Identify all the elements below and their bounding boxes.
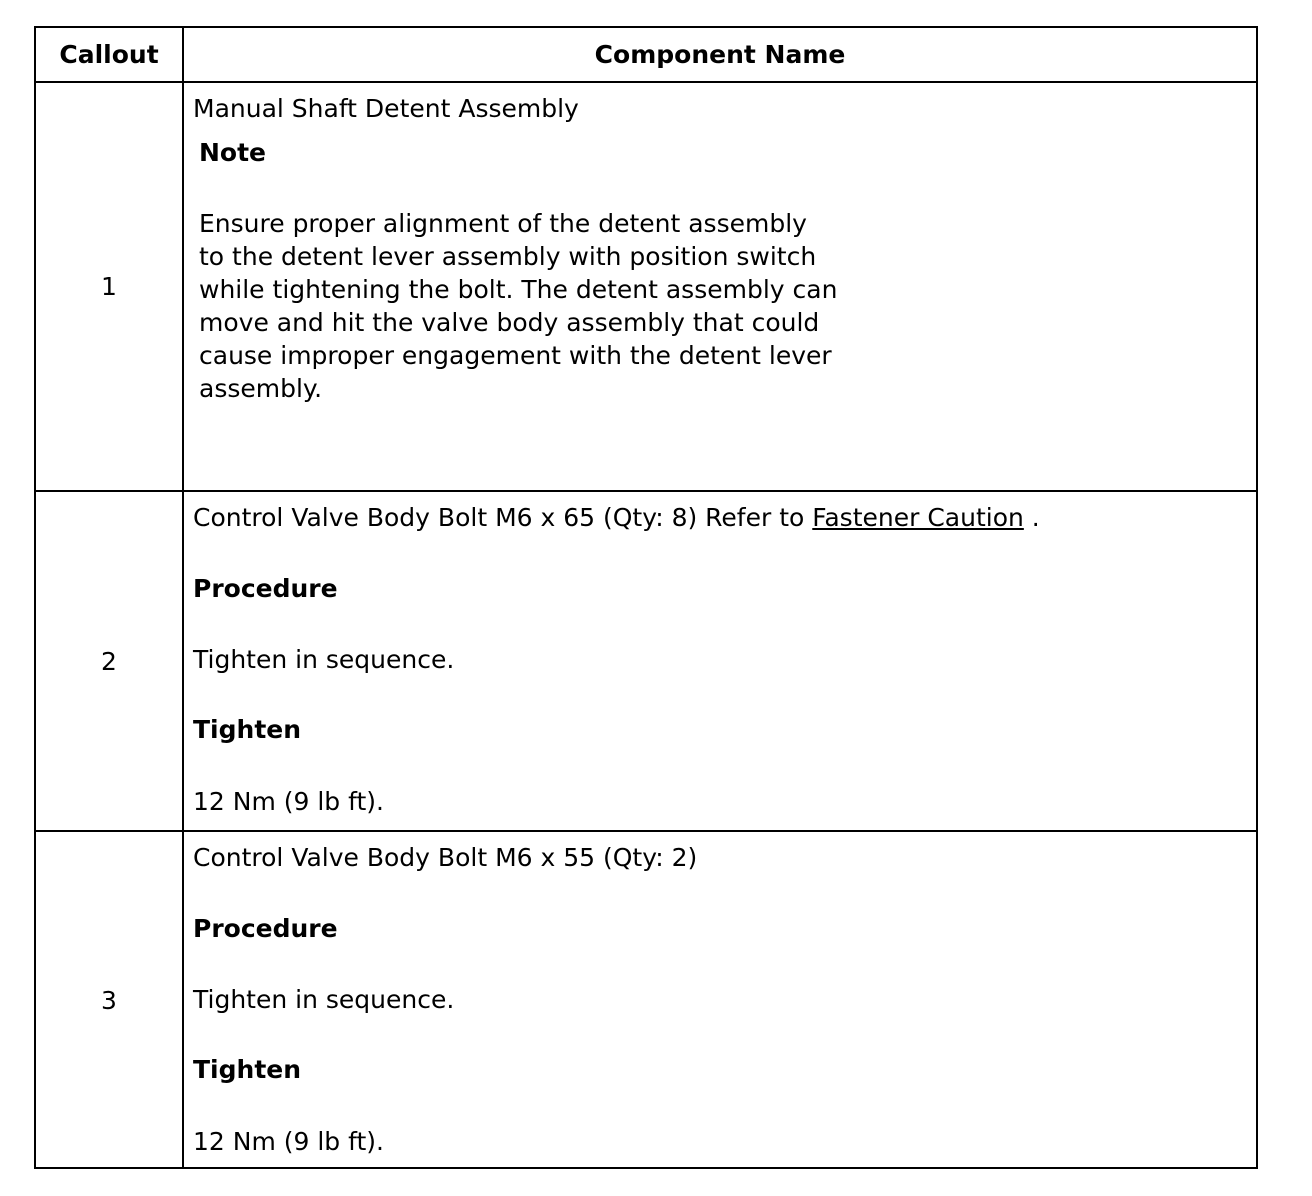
callout-number: 3	[101, 986, 117, 1015]
tighten-text: 12 Nm (9 lb ft).	[193, 1127, 384, 1156]
procedure-text: Tighten in sequence.	[193, 985, 455, 1014]
fastener-caution-link[interactable]: Fastener Caution	[812, 503, 1024, 532]
callout-table	[34, 26, 1258, 1169]
procedure-text: Tighten in sequence.	[193, 645, 455, 674]
tighten-label: Tighten	[193, 715, 302, 744]
component-name-suffix: .	[1023, 503, 1040, 532]
header-row	[36, 28, 1256, 81]
note-label: Note	[199, 138, 267, 167]
component-name-text: Control Valve Body Bolt M6 x 65 (Qty: 8) Refer to	[193, 503, 813, 532]
component-name	[193, 503, 1040, 533]
header-component-name: Component Name	[594, 40, 846, 69]
tighten-label: Tighten	[193, 1055, 302, 1084]
procedure-label: Procedure	[193, 574, 338, 603]
table-row	[36, 490, 1256, 830]
component-name: Manual Shaft Detent Assembly	[193, 94, 579, 123]
procedure-label: Procedure	[193, 914, 338, 943]
component-name: Control Valve Body Bolt M6 x 55 (Qty: 2)	[193, 843, 698, 872]
callout-number: 2	[101, 646, 117, 676]
table-row	[36, 830, 1256, 1169]
note-text: Ensure proper alignment of the detent assembly to the detent lever assembly with position switch while tightening the bolt. The detent assembly can move and hit the valve body assembly that could cause improper engagement with the detent lever assembly.	[199, 209, 838, 403]
tighten-text: 12 Nm (9 lb ft).	[193, 787, 384, 816]
header-callout: Callout	[59, 40, 159, 69]
table-row	[36, 81, 1256, 490]
callout-number: 1	[101, 272, 117, 301]
